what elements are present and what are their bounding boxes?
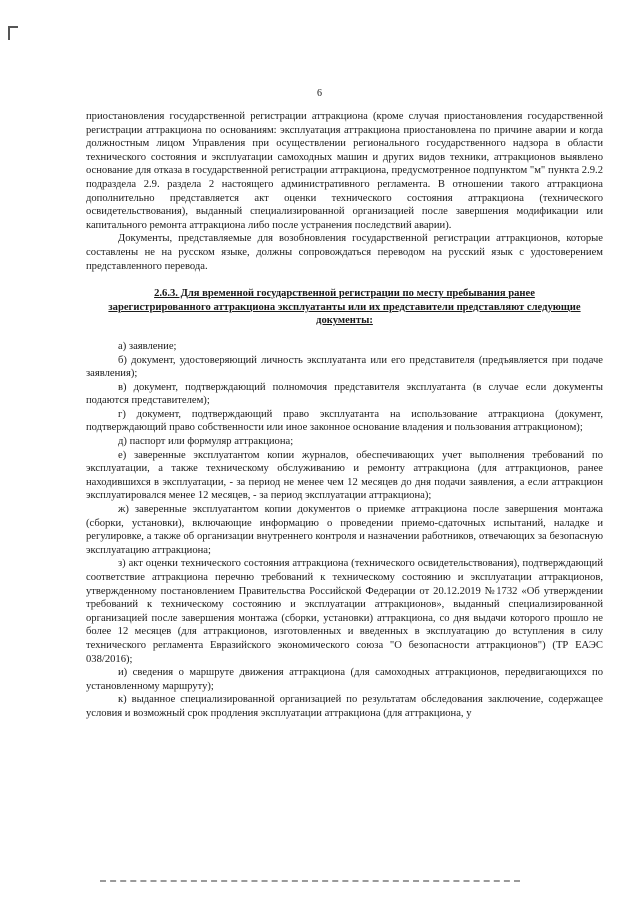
scan-bottom-artifact [100, 880, 520, 886]
list-item-a: а) заявление; [118, 340, 177, 352]
list-item-g: г) документ, подтверждающий право эксплуатанта на использование аттракциона (документ, подтверждающий право собственности или иное законное основание владения и пользования аттракционом); [86, 408, 603, 434]
list-item-zh: ж) заверенные эксплуатантом копии документов о приемке аттракциона после завершения монтажа (сборки, установки), включающие информацию о проведении приемо-сдаточных испытаний, наладке и регулировке, а также об организации внутреннего контроля и назначении работников, отвечающих за безопасную эксплуатацию аттракциона; [86, 504, 603, 556]
list-item-k: к) выданное специализированной организацией по результатам обследования заключение, содержащее условия и возможный срок продления эксплуатации аттракциона (для аттракциона, у [86, 694, 603, 719]
list-item-i: и) сведения о маршруте движения аттракциона (для самоходных аттракционов, передвигающихся по установленному маршруту); [86, 667, 603, 692]
section-heading-2-6-3: 2.6.3. Для временной государственной регистрации по месту пребывания ранее зарегистрированного аттракциона эксплуатанты или их представители представляют следующие документы: [108, 288, 581, 327]
page-number: 6 [317, 88, 322, 99]
scan-edge-mark-horizontal [8, 26, 18, 28]
list-item-b: б) документ, удостоверяющий личность эксплуатанта или его представителя (предъявляется при подаче заявления); [86, 354, 603, 380]
document-body [86, 110, 603, 721]
list-item-e: е) заверенные эксплуатантом копии журналов, обеспечивающих учет выполнения требований по эксплуатации, а также техническому обслуживанию и ремонту аттракциона (для аттракционов, ранее находившихся в эксплуатации, - за период не менее чем 12 месяцев до дня подачи заявления, а если аттракцион эксплуатировался менее 12 месяцев, - за период эксплуатации аттракциона); [86, 449, 603, 502]
list-item-v: в) документ, подтверждающий полномочия представителя эксплуатанта (в случае если документы подаются представителем); [86, 381, 603, 407]
list-item-z: з) акт оценки технического состояния аттракциона (технического освидетельствования), подтверждающий соответствие аттракциона перечню требований к техническому состоянию и эксплуатации аттракционов, утвержденному постановлением Правительства Российской Федерации от 20.12.2019 №1732 «Об утверждении требований к техническому состоянию и эксплуатации аттракционов», выданный специализированной организацией после завершения монтажа (сборки, установки) аттракциона, со дня выдачи которого прошло не более 12 месяцев (для аттракционов, изготовленных и введенных в эксплуатацию до вступления в силу технического регламента Евразийского экономического союза "О безопасности аттракционов") (ТР ЕАЭС 038/2016); [86, 558, 603, 665]
paragraph-translation: Документы, представляемые для возобновления государственной регистрации аттракционов, которые составлены не на русском языке, должны сопровождаться переводом на русский язык с удостоверением представленного перевода. [86, 233, 603, 272]
scan-edge-mark [8, 26, 10, 40]
paragraph-suspension: приостановления государственной регистрации аттракциона (кроме случая приостановления государственной регистрации аттракциона по основаниям: эксплуатация аттракциона приостановлена по причине аварии и когда должностным лицом Управления при осуществлении регионального государственного надзора в области технического состояния и эксплуатации самоходных машин и других видов техники, аттракционов выявлено основание для отказа в государственной регистрации аттракциона, предусмотренное подпунктом "м" пункта 2.9.2 подраздела 2.9. раздела 2 настоящего административного регламента. В отношении такого аттракциона дополнительно представляется акт оценки технического состояния аттракциона (технического освидетельствования), выданный специализированной организацией после завершения модификации или капитального ремонта аттракциона либо после устранения последствий аварии). [86, 111, 603, 231]
list-item-d: д) паспорт или формуляр аттракциона; [118, 436, 294, 448]
